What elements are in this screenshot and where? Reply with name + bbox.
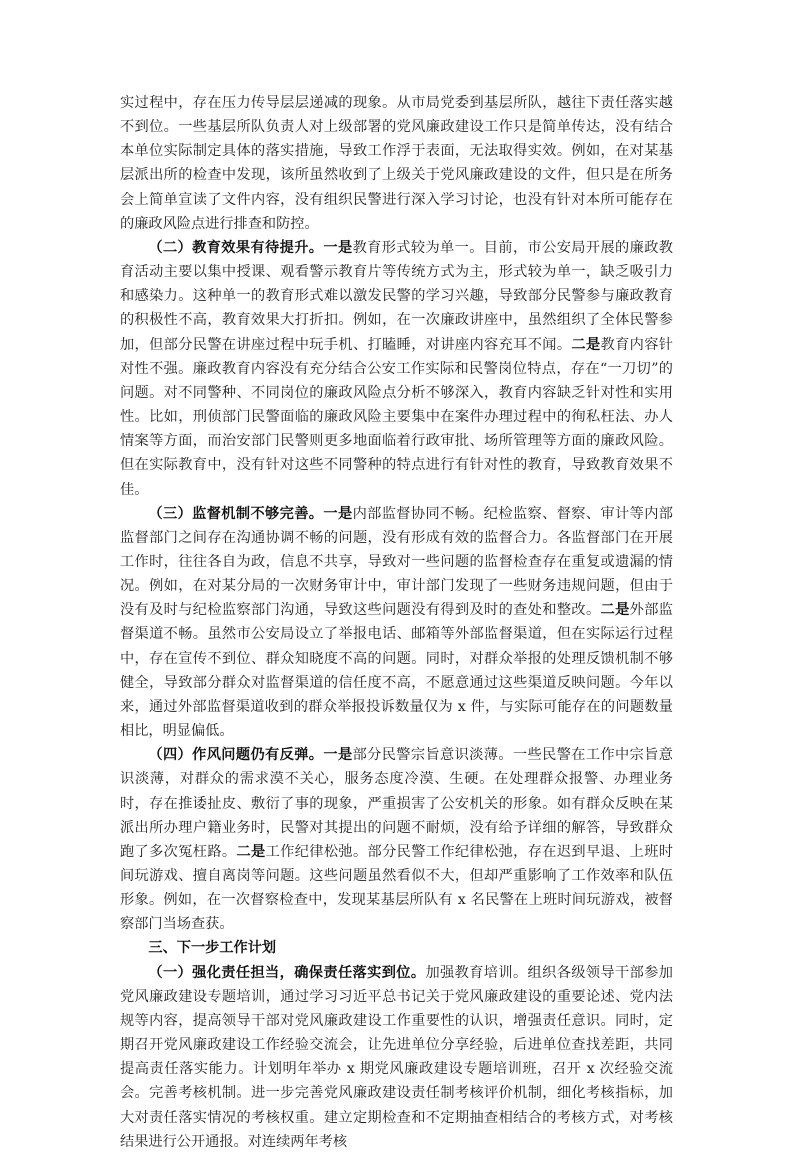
paragraph-text: 内部监督协同不畅。纪检监察、督察、审计等内部监督部门之间存在沟通协调不畅的问题，没有形成有效的监督合力。各监督部门在开展工作时，往往各自为政，信息不共享，导致对一些问题的监督检查存在重复或遗漏的情况。例如，在对某分局的一次财务审计中，审计部门发现了一些财务违规问题，但由于没有及时与纪检监察部门沟通，导致这些问题没有得到及时的查处和整改。 xyxy=(120,505,673,619)
section-heading: 三、下一步工作计划 xyxy=(148,940,277,957)
paragraph-heading: （三）监督机制不够完善。 xyxy=(148,505,324,522)
paragraph-plan-responsibility xyxy=(120,961,673,1154)
paragraph-continuation xyxy=(120,91,673,236)
point-one-label: 一是 xyxy=(323,747,353,764)
paragraph-text: 部分民警宗旨意识淡薄。一些民警在工作中宗旨意识淡薄，对群众的需求漠不关心，服务态度冷漠、生硬。在处理群众报警、办理业务时，存在推诿扯皮、敷衍了事的现象，严重损害了公安机关的形象。如有群众反映在某派出所办理户籍业务时，民警对其提出的问题不耐烦，没有给予详细的解答，导致群众跑了多次冤枉路。 xyxy=(120,747,673,860)
point-two-label: 二是 xyxy=(571,336,601,353)
document-body xyxy=(120,91,673,1154)
paragraph-text: 教育内容针对性不强。廉政教育内容没有充分结合公安工作实际和民警岗位特点，存在“一刀切”的问题。对不同警种、不同岗位的廉政风险点分析不够深入，教育内容缺乏针对性和实用性。比如，刑侦部门民警面临的廉政风险主要集中在案件办理过程中的徇私枉法、办人情案等方面，而治安部门民警则更多地面临着行政审批、场所管理等方面的廉政风险。但在实际教育中，没有针对这些不同警种的特点进行有针对性的教育，导致教育效果不佳。 xyxy=(120,336,673,498)
paragraph-heading: （一）强化责任担当，确保责任落实到位。 xyxy=(148,964,426,981)
paragraph-text: 外部监督渠道不畅。虽然市公安局设立了举报电话、邮箱等外部监督渠道，但在实际运行过程中，存在宣传不到位、群众知晓度不高的问题。同时，对群众举报的处理反馈机制不够健全，导致部分群众对监督渠道的信任度不高，不愿意通过这些渠道反映问题。今年以来，通过外部监督渠道收到的群众举报投诉数量仅为 x 件，与实际可能存在的问题数量相比，明显偏低。 xyxy=(120,602,673,740)
paragraph-heading: （二）教育效果有待提升。 xyxy=(148,239,324,256)
point-one-label: 一是 xyxy=(323,239,353,256)
paragraph-supervision xyxy=(120,502,673,744)
point-two-label: 二是 xyxy=(236,843,266,860)
point-two-label: 二是 xyxy=(600,602,630,619)
paragraph-heading: （四）作风问题仍有反弹。 xyxy=(148,747,324,764)
paragraph-education xyxy=(120,236,673,502)
paragraph-work-style xyxy=(120,743,673,936)
paragraph-text: 教育形式较为单一。目前，市公安局开展的廉政教育活动主要以集中授课、观看警示教育片等传统方式为主，形式较为单一，缺乏吸引力和感染力。这种单一的教育形式难以激发民警的学习兴趣，导致部分民警参与廉政教育的积极性不高，教育效果大打折扣。例如，在一次廉政讲座中，虽然组织了全体民警参加，但部分民警在讲座过程中玩手机、打瞌睡，对讲座内容充耳不闻。 xyxy=(120,239,673,353)
paragraph-text: 实过程中，存在压力传导层层递减的现象。从市局党委到基层所队，越往下责任落实越不到位。一些基层所队负责人对上级部署的党风廉政建设工作只是简单传达，没有结合本单位实际制定具体的落实措施，导致工作浮于表面，无法取得实效。例如，在对某基层派出所的检查中发现，该所虽然收到了上级关于党风廉政建设的文件，但只是在所务会上简单宣读了文件内容，没有组织民警进行深入学习讨论，也没有针对本所可能存在的廉政风险点进行排查和防控。 xyxy=(120,95,673,232)
point-one-label: 一是 xyxy=(323,505,353,522)
paragraph-text: 加强教育培训。组织各级领导干部参加党风廉政建设专题培训，通过学习习近平总书记关于党风廉政建设的重要论述、党内法规等内容，提高领导干部对党风廉政建设工作重要性的认识，增强责任意识。同时，定期召开党风廉政建设工作经验交流会，让先进单位分享经验，后进单位查找差距，共同提高责任落实能力。计划明年举办 x 期党风廉政建设专题培训班，召开 x 次经验交流会。完善考核机制。进一步完善党风廉政建设责任制考核评价机制，细化考核指标，加大对责任落实情况的考核权重。建立定期检查和不定期抽查相结合的考核方式，对考核结果进行公开通报。对连续两年考核 xyxy=(120,964,673,1150)
paragraph-text: 工作纪律松弛。部分民警工作纪律松弛，存在迟到早退、上班时间玩游戏、擅自离岗等问题。这些问题虽然看似不大，但却严重影响了工作效率和队伍形象。例如，在一次督察检查中，发现某基层所队有 x 名民警在上班时间玩游戏，被督察部门当场查获。 xyxy=(120,843,673,933)
